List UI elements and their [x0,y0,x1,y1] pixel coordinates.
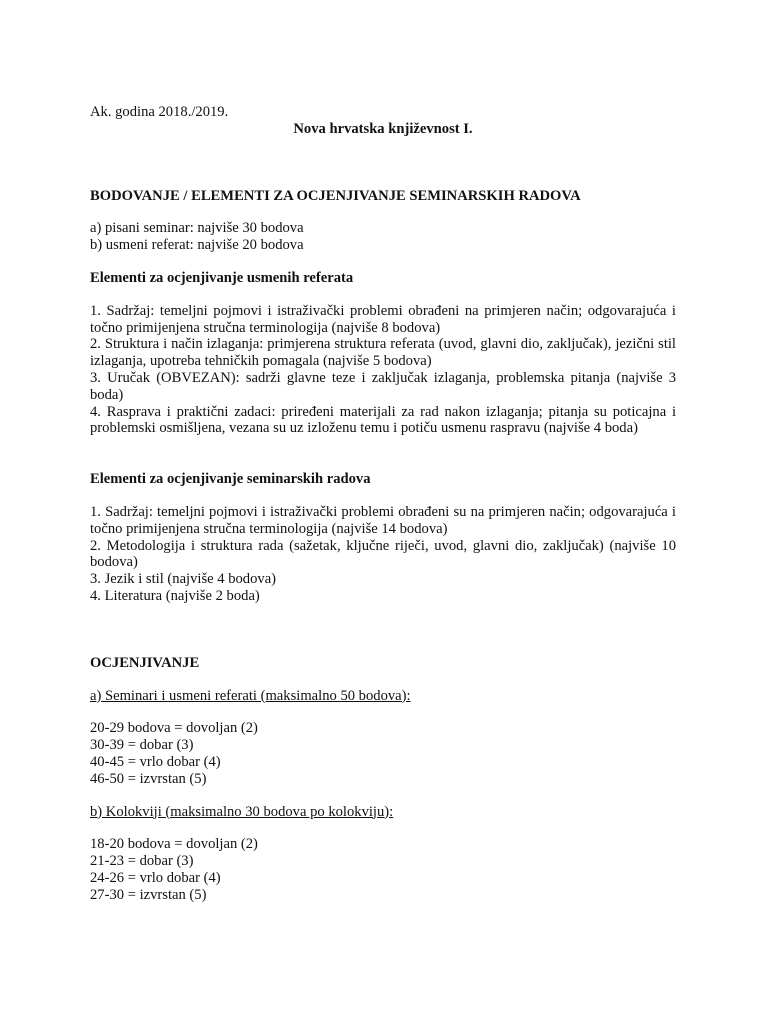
course-title: Nova hrvatska književnost I. [293,120,473,137]
colloquia-subheading: b) Kolokviji (maksimalno 30 bodova po kolokviju): [90,803,394,820]
colloquia-grade-excellent: 27-30 = izvrstan (5) [90,886,207,903]
grading-heading: OCJENJIVANJE [90,654,200,671]
seminars-subheading: a) Seminari i usmeni referati (maksimalno 50 bodova): [90,687,411,704]
written-item-4: 4. Literatura (najviše 2 boda) [90,587,260,604]
written-heading: Elementi za ocjenjivanje seminarskih radova [90,471,371,488]
document-body [90,104,676,904]
oral-item-2: 2. Struktura i način izlaganja: primjerena struktura referata (uvod, glavni dio, zaključak), jezični stil izlaganja, upotreba tehničkih pomagala (najviše 5 bodova) [90,336,676,370]
oral-item-1: 1. Sadržaj: temeljni pojmovi i istraživački problemi obrađeni na primjeren način; odgovarajuća i točno primijenjena stručna terminologija (najviše 8 bodova) [90,302,676,336]
oral-item-4: 4. Rasprava i praktični zadaci: priređeni materijali za rad nakon izlaganja; pitanja su poticajna i problemski osmišljena, vezana su uz izloženu temu i potiču usmenu raspravu (najviše 4 boda) [90,403,676,437]
written-item-3: 3. Jezik i stil (najviše 4 bodova) [90,571,277,588]
written-item-2: 2. Metodologija i struktura rada (sažetak, ključne riječi, uvod, glavni dio, zaključak) (najviše 10 bodova) [90,537,676,571]
oral-item-3: 3. Uručak (OBVEZAN): sadrži glavne teze i zaključak izlaganja, problemska pitanja (najviše 3 boda) [90,369,676,403]
written-item-1: 1. Sadržaj: temeljni pojmovi i istraživački problemi obrađeni su na primjeren način; odgovarajuća i točno primijenjena stručna terminologija (najviše 14 bodova) [90,503,676,537]
colloquia-grade-good: 21-23 = dobar (3) [90,853,194,870]
academic-year: Ak. godina 2018./2019. [90,104,229,120]
oral-heading: Elementi za ocjenjivanje usmenih referata [90,269,354,286]
part-oral: b) usmeni referat: najviše 20 bodova [90,237,304,254]
seminars-grade-sufficient: 20-29 bodova = dovoljan (2) [90,720,258,737]
document-title: BODOVANJE / ELEMENTI ZA OCJENJIVANJE SEMINARSKIH RADOVA [90,187,581,204]
seminars-grade-excellent: 46-50 = izvrstan (5) [90,770,207,787]
colloquia-grade-sufficient: 18-20 bodova = dovoljan (2) [90,836,258,853]
part-written: a) pisani seminar: najviše 30 bodova [90,220,304,237]
colloquia-grade-very-good: 24-26 = vrlo dobar (4) [90,869,221,886]
seminars-grade-good: 30-39 = dobar (3) [90,737,194,754]
seminars-grade-very-good: 40-45 = vrlo dobar (4) [90,753,221,770]
